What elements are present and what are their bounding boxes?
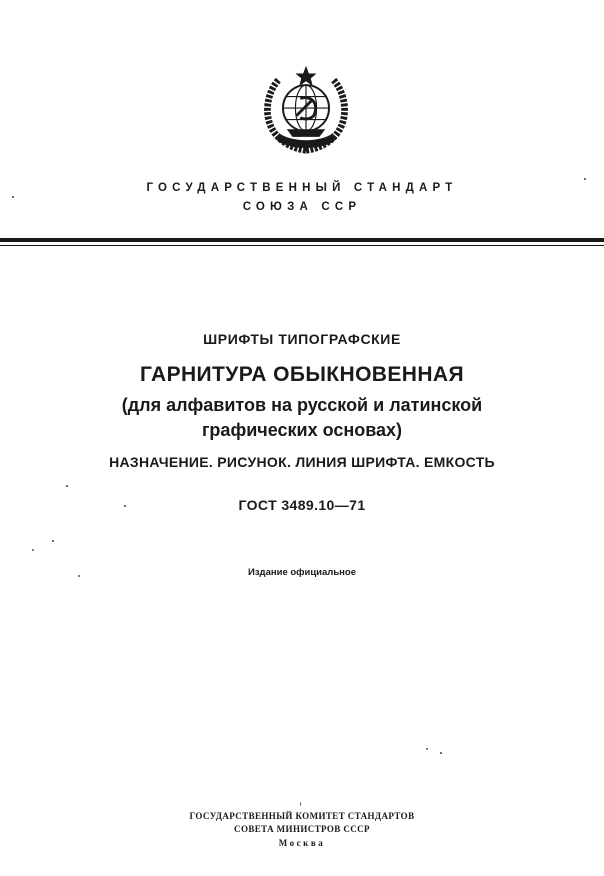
section-title: ШРИФТЫ ТИПОГРАФСКИЕ [203, 331, 401, 347]
scan-speck [440, 752, 442, 754]
ussr-coat-of-arms-icon [258, 62, 354, 158]
main-title: ГАРНИТУРА ОБЫКНОВЕННАЯ [140, 363, 464, 386]
scan-speck [426, 748, 428, 750]
scan-speck [32, 549, 34, 551]
scan-speck [78, 575, 80, 577]
scan-speck [300, 802, 301, 806]
scan-speck [12, 196, 14, 198]
subtitle-line-2: графических основах) [201, 420, 403, 440]
standard-number: ГОСТ 3489.10—71 [238, 497, 366, 513]
scan-speck [584, 178, 586, 180]
edition-label: Издание официальное [248, 567, 356, 578]
description: НАЗНАЧЕНИЕ. РИСУНОК. ЛИНИЯ ШРИФТА. ЕМКОСТЬ [109, 454, 495, 470]
scan-speck [66, 485, 68, 487]
scan-speck [124, 505, 126, 507]
divider-thin [0, 245, 604, 246]
footer-council: СОВЕТА МИНИСТРОВ СССР [234, 824, 370, 834]
divider-thick [0, 238, 604, 242]
subtitle-line-1: (для алфавитов на русской и латинской [121, 395, 483, 415]
scan-speck [52, 540, 54, 542]
header-union-ussr: СОЮЗА ССР [242, 201, 362, 213]
footer-committee: ГОСУДАРСТВЕННЫЙ КОМИТЕТ СТАНДАРТОВ [189, 811, 415, 821]
footer-city: Москва [278, 838, 326, 848]
header-state-standard: ГОСУДАРСТВЕННЫЙ СТАНДАРТ [146, 182, 458, 194]
